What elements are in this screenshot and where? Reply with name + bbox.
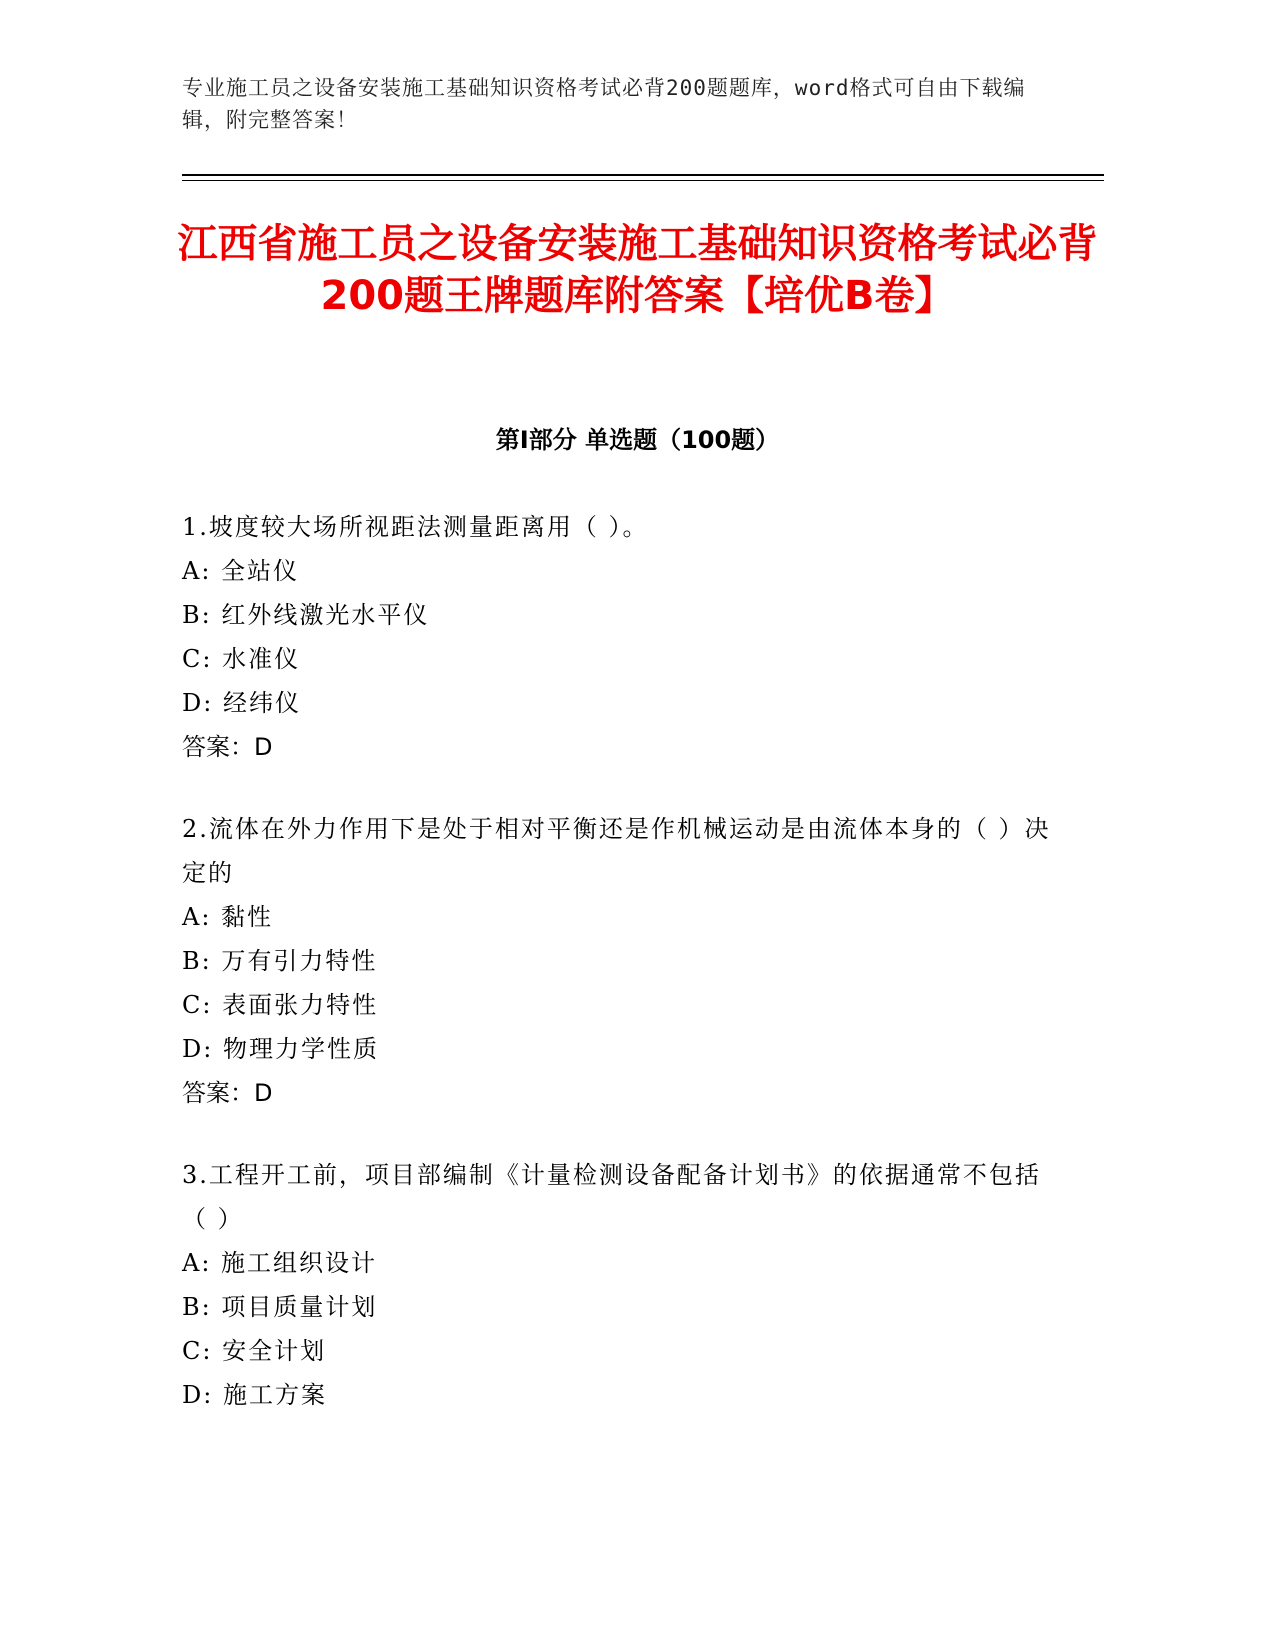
header-divider-thin xyxy=(182,180,1104,181)
header-divider xyxy=(182,174,1104,176)
document-title: 江西省施工员之设备安装施工基础知识资格考试必背200题王牌题库附答案【培优B卷】 xyxy=(177,221,1098,319)
question-1 xyxy=(182,505,1062,769)
answer-text: 答案：D xyxy=(182,1079,273,1107)
option-c: C: 表面张力特性 xyxy=(182,991,379,1019)
option-d: D: 物理力学性质 xyxy=(182,1035,379,1063)
option-d: D: 施工方案 xyxy=(182,1381,327,1409)
option-a: A: 全站仪 xyxy=(182,557,300,585)
option-a: A: 施工组织设计 xyxy=(182,1249,378,1277)
option-b: B: 项目质量计划 xyxy=(182,1293,378,1321)
option-a: A: 黏性 xyxy=(182,903,274,931)
option-b: B: 红外线激光水平仪 xyxy=(182,601,430,629)
question-2 xyxy=(182,807,1062,1115)
option-d: D: 经纬仪 xyxy=(182,689,301,717)
question-text: 3.工程开工前，项目部编制《计量检测设备配备计划书》的依据通常不包括（ ） xyxy=(182,1161,1041,1233)
option-c: C: 安全计划 xyxy=(182,1337,327,1365)
answer-text: 答案：D xyxy=(182,733,273,761)
option-b: B: 万有引力特性 xyxy=(182,947,378,975)
question-3 xyxy=(182,1153,1062,1417)
option-c: C: 水准仪 xyxy=(182,645,301,673)
question-list xyxy=(182,505,1062,1455)
header-note: 专业施工员之设备安装施工基础知识资格考试必背200题题库，word格式可自由下载编辑，附完整答案！ xyxy=(182,76,1026,132)
question-text: 2.流体在外力作用下是处于相对平衡还是作机械运动是由流体本身的（ ）决定的 xyxy=(182,815,1051,887)
question-text: 1.坡度较大场所视距法测量距离用（ ）。 xyxy=(182,513,649,541)
section-title: 第I部分 单选题（100题） xyxy=(495,426,780,454)
